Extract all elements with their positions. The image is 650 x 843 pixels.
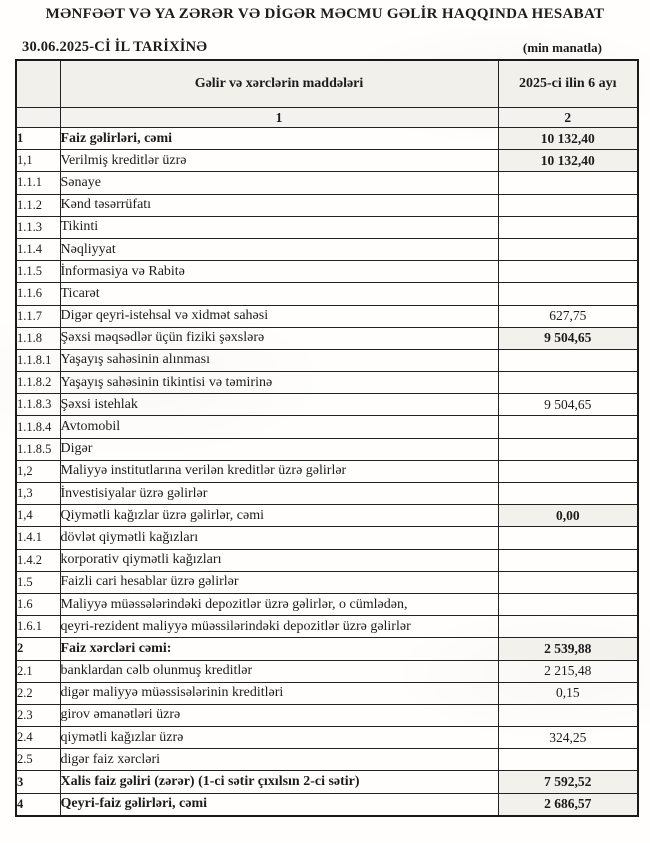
- table-row: [16, 416, 638, 438]
- row-number: 1.1.5: [16, 261, 60, 283]
- row-value: 0,00: [498, 505, 638, 527]
- row-number: 1.1.6: [16, 283, 60, 305]
- row-label: Faiz xərcləri cəmi:: [60, 638, 498, 660]
- row-label: girov əmanətləri üzrə: [60, 704, 498, 726]
- row-number: 1.1.8.1: [16, 349, 60, 371]
- row-number: 1.1.4: [16, 238, 60, 260]
- row-value: [498, 571, 638, 593]
- table-row: [16, 128, 638, 150]
- row-number: 1,4: [16, 505, 60, 527]
- row-label: Maliyyə institutlarına verilən kreditlər üzrə gəlirlər: [60, 460, 498, 482]
- table-row: [16, 527, 638, 549]
- row-value: [498, 460, 638, 482]
- row-value: 7 592,52: [498, 771, 638, 793]
- row-value: 2 686,57: [498, 793, 638, 816]
- row-label: Avtomobil: [60, 416, 498, 438]
- table-row: [16, 438, 638, 460]
- row-value: [498, 616, 638, 638]
- row-number: 1: [16, 128, 60, 150]
- table-row: [16, 327, 638, 349]
- table-row: [16, 682, 638, 704]
- row-label: Xalis faiz gəliri (zərər) (1-ci sətir çıxılsın 2-ci sətir): [60, 771, 498, 793]
- row-number: 1.6: [16, 593, 60, 615]
- table-header-row: [16, 60, 638, 108]
- table-row: [16, 549, 638, 571]
- column-index-row: [16, 108, 638, 128]
- table-row: [16, 571, 638, 593]
- row-number: 1,2: [16, 460, 60, 482]
- report-date: 30.06.2025-Cİ İL TARİXİNƏ: [22, 39, 208, 55]
- row-number: 2.4: [16, 727, 60, 749]
- row-value: [498, 216, 638, 238]
- row-label: Digər: [60, 438, 498, 460]
- index-cell-empty: [16, 108, 60, 128]
- row-value: [498, 704, 638, 726]
- table-row: [16, 749, 638, 771]
- row-value: [498, 194, 638, 216]
- row-value: [498, 527, 638, 549]
- row-value: [498, 349, 638, 371]
- row-label: digər maliyyə müəssisələrinin kreditləri: [60, 682, 498, 704]
- table-row: [16, 460, 638, 482]
- table-row: [16, 660, 638, 682]
- page-title: MƏNFƏƏT VƏ YA ZƏRƏR VƏ DİGƏR MƏCMU GƏLİR HAQQINDA HESABAT: [45, 6, 605, 22]
- row-number: 2.2: [16, 682, 60, 704]
- index-cell-col1: 1: [60, 108, 498, 128]
- row-value: 0,15: [498, 682, 638, 704]
- row-value: [498, 283, 638, 305]
- row-value: [498, 416, 638, 438]
- row-number: 1.1.2: [16, 194, 60, 216]
- row-number: 1,1: [16, 150, 60, 172]
- row-value: [498, 549, 638, 571]
- row-value: 9 504,65: [498, 394, 638, 416]
- table-row: [16, 349, 638, 371]
- row-number: 3: [16, 771, 60, 793]
- row-value: [498, 593, 638, 615]
- row-number: 1.1.7: [16, 305, 60, 327]
- table-row: [16, 372, 638, 394]
- row-number: 1.4.1: [16, 527, 60, 549]
- row-number: 1,3: [16, 483, 60, 505]
- row-label: Sənaye: [60, 172, 498, 194]
- row-label: Qiymətli kağızlar üzrə gəlirlər, cəmi: [60, 505, 498, 527]
- row-value: [498, 438, 638, 460]
- row-number: 1.1.8: [16, 327, 60, 349]
- table-row: [16, 793, 638, 816]
- subheader: [22, 39, 602, 56]
- table-row: [16, 194, 638, 216]
- row-number: 1.1.8.2: [16, 372, 60, 394]
- row-label: banklardan cəlb olunmuş kreditlər: [60, 660, 498, 682]
- table-row: [16, 216, 638, 238]
- row-number: 1.1.3: [16, 216, 60, 238]
- row-label: Şəxsi məqsədlər üçün fiziki şəxslərə: [60, 327, 498, 349]
- row-value: 10 132,40: [498, 128, 638, 150]
- row-label: Şəxsi istehlak: [60, 394, 498, 416]
- row-number: 2.5: [16, 749, 60, 771]
- row-label: Tikinti: [60, 216, 498, 238]
- row-value: [498, 238, 638, 260]
- table-row: [16, 261, 638, 283]
- row-label: Verilmiş kreditlər üzrə: [60, 150, 498, 172]
- row-value: 2 539,88: [498, 638, 638, 660]
- row-label: Faizli cari hesablar üzrə gəlirlər: [60, 571, 498, 593]
- table-row: [16, 505, 638, 527]
- table-row: [16, 150, 638, 172]
- row-value: [498, 261, 638, 283]
- row-label: Yaşayış sahəsinin tikintisi və təmirinə: [60, 372, 498, 394]
- table-row: [16, 394, 638, 416]
- header-cell-items: Gəlir və xərclərin maddələri: [60, 60, 498, 108]
- table-row: [16, 283, 638, 305]
- row-label: Qeyri-faiz gəlirləri, cəmi: [60, 793, 498, 816]
- row-label: Ticarət: [60, 283, 498, 305]
- row-value: 9 504,65: [498, 327, 638, 349]
- table-body: [16, 128, 638, 816]
- row-number: 1.4.2: [16, 549, 60, 571]
- table-row: [16, 238, 638, 260]
- row-number: 1.1.1: [16, 172, 60, 194]
- row-label: Nəqliyyat: [60, 238, 498, 260]
- row-value: 627,75: [498, 305, 638, 327]
- row-label: İnvestisiyalar üzrə gəlirlər: [60, 483, 498, 505]
- row-number: 2.3: [16, 704, 60, 726]
- row-label: Yaşayış sahəsinin alınması: [60, 349, 498, 371]
- row-label: dövlət qiymətli kağızları: [60, 527, 498, 549]
- row-label: qiymətli kağızlar üzrə: [60, 727, 498, 749]
- row-label: İnformasiya və Rabitə: [60, 261, 498, 283]
- row-number: 1.1.8.5: [16, 438, 60, 460]
- row-number: 1.1.8.3: [16, 394, 60, 416]
- row-label: qeyri-rezident maliyyə müəssilərindəki depozitlər üzrə gəlirlər: [60, 616, 498, 638]
- row-number: 2: [16, 638, 60, 660]
- row-number: 1.6.1: [16, 616, 60, 638]
- table-row: [16, 704, 638, 726]
- row-value: [498, 372, 638, 394]
- row-number: 1.5: [16, 571, 60, 593]
- table-row: [16, 771, 638, 793]
- table-row: [16, 616, 638, 638]
- row-label: Maliyyə müəssələrindəki depozitlər üzrə gəlirlər, o cümlədən,: [60, 593, 498, 615]
- table-row: [16, 593, 638, 615]
- table-row: [16, 727, 638, 749]
- row-value: 2 215,48: [498, 660, 638, 682]
- row-label: korporativ qiymətli kağızları: [60, 549, 498, 571]
- index-cell-col2: 2: [498, 108, 638, 128]
- row-number: 2.1: [16, 660, 60, 682]
- row-number: 1.1.8.4: [16, 416, 60, 438]
- row-label: Faiz gəlirləri, cəmi: [60, 128, 498, 150]
- unit-note: (min manatla): [522, 40, 602, 55]
- table-row: [16, 305, 638, 327]
- table-row: [16, 483, 638, 505]
- row-number: 4: [16, 793, 60, 816]
- row-value: [498, 172, 638, 194]
- table-row: [16, 172, 638, 194]
- row-value: [498, 483, 638, 505]
- row-label: Kənd təsərrüfatı: [60, 194, 498, 216]
- header-cell-empty: [16, 60, 60, 108]
- row-value: 324,25: [498, 727, 638, 749]
- row-label: digər faiz xərcləri: [60, 749, 498, 771]
- income-statement-table: [15, 59, 639, 817]
- row-value: [498, 749, 638, 771]
- row-value: 10 132,40: [498, 150, 638, 172]
- table-row: [16, 638, 638, 660]
- row-label: Digər qeyri-istehsal və xidmət sahəsi: [60, 305, 498, 327]
- header-cell-period: 2025-ci ilin 6 ayı: [498, 60, 638, 108]
